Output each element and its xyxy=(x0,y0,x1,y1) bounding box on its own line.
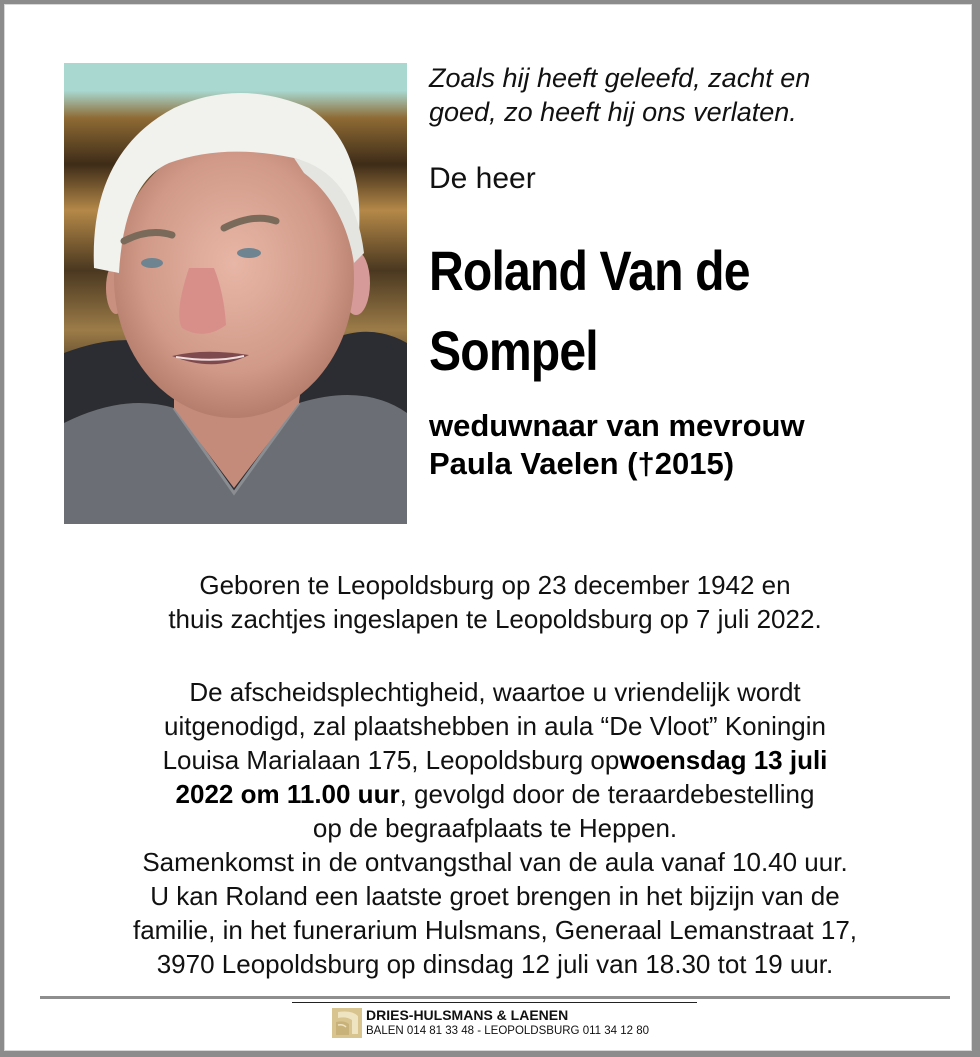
birth-death-info xyxy=(35,568,955,636)
ceremony-date: woensdag 13 juli xyxy=(619,745,828,775)
ceremony-address: Louisa Marialaan 175, Leopoldsburg op xyxy=(162,745,620,775)
ceremony-line: uitgenodigd, zal plaatshebben in aula “De Vloot” Koningin xyxy=(163,711,827,741)
funeral-home-name: DRIES-HULSMANS & LAENEN xyxy=(366,1007,569,1023)
separator-line xyxy=(40,996,950,999)
birth-line: Geboren te Leopoldsburg op 23 december 1942 en xyxy=(199,570,791,600)
ceremony-line xyxy=(35,743,955,777)
ceremony-time: 2022 om 11.00 uur xyxy=(175,779,400,809)
portrait-image-icon xyxy=(64,63,407,524)
portrait-photo xyxy=(64,63,407,524)
widower-of xyxy=(429,407,909,483)
funeral-home-logo-icon xyxy=(332,1008,362,1038)
ceremony-line xyxy=(35,777,955,811)
name-line: Roland Van de xyxy=(429,239,750,302)
visitation-line: 3970 Leopoldsburg op dinsdag 12 juli van 18.30 tot 19 uur. xyxy=(156,949,834,979)
widower-line: Paula Vaelen (†2015) xyxy=(429,446,735,481)
footer-divider xyxy=(292,1002,697,1003)
name-line: Sompel xyxy=(429,319,598,382)
quote-line: goed, zo heeft hij ons verlaten. xyxy=(429,97,797,127)
gathering-line: Samenkomst in de ontvangsthal van de aula vanaf 10.40 uur. xyxy=(142,847,848,877)
visitation-line: U kan Roland een laatste groet brengen in het bijzijn van de xyxy=(150,881,840,911)
deceased-name xyxy=(429,231,833,391)
ceremony-info xyxy=(35,675,955,981)
obituary-page xyxy=(4,4,972,1051)
funeral-home-contact: BALEN 014 81 33 48 - LEOPOLDSBURG 011 34 12 80 xyxy=(366,1025,649,1037)
ceremony-line: op de begraafplaats te Heppen. xyxy=(312,813,678,843)
widower-line: weduwnaar van mevrouw xyxy=(429,408,805,443)
title-prefix: De heer xyxy=(429,162,536,195)
memorial-quote xyxy=(429,61,899,129)
burial-text: , gevolgd door de teraardebestelling xyxy=(399,779,815,809)
quote-line: Zoals hij heeft geleefd, zacht en xyxy=(429,63,811,93)
ceremony-line: De afscheidsplechtigheid, waartoe u vriendelijk wordt xyxy=(189,677,801,707)
visitation-line: familie, in het funerarium Hulsmans, Generaal Lemanstraat 17, xyxy=(132,915,857,945)
death-line: thuis zachtjes ingeslapen te Leopoldsburg op 7 juli 2022. xyxy=(168,604,822,634)
